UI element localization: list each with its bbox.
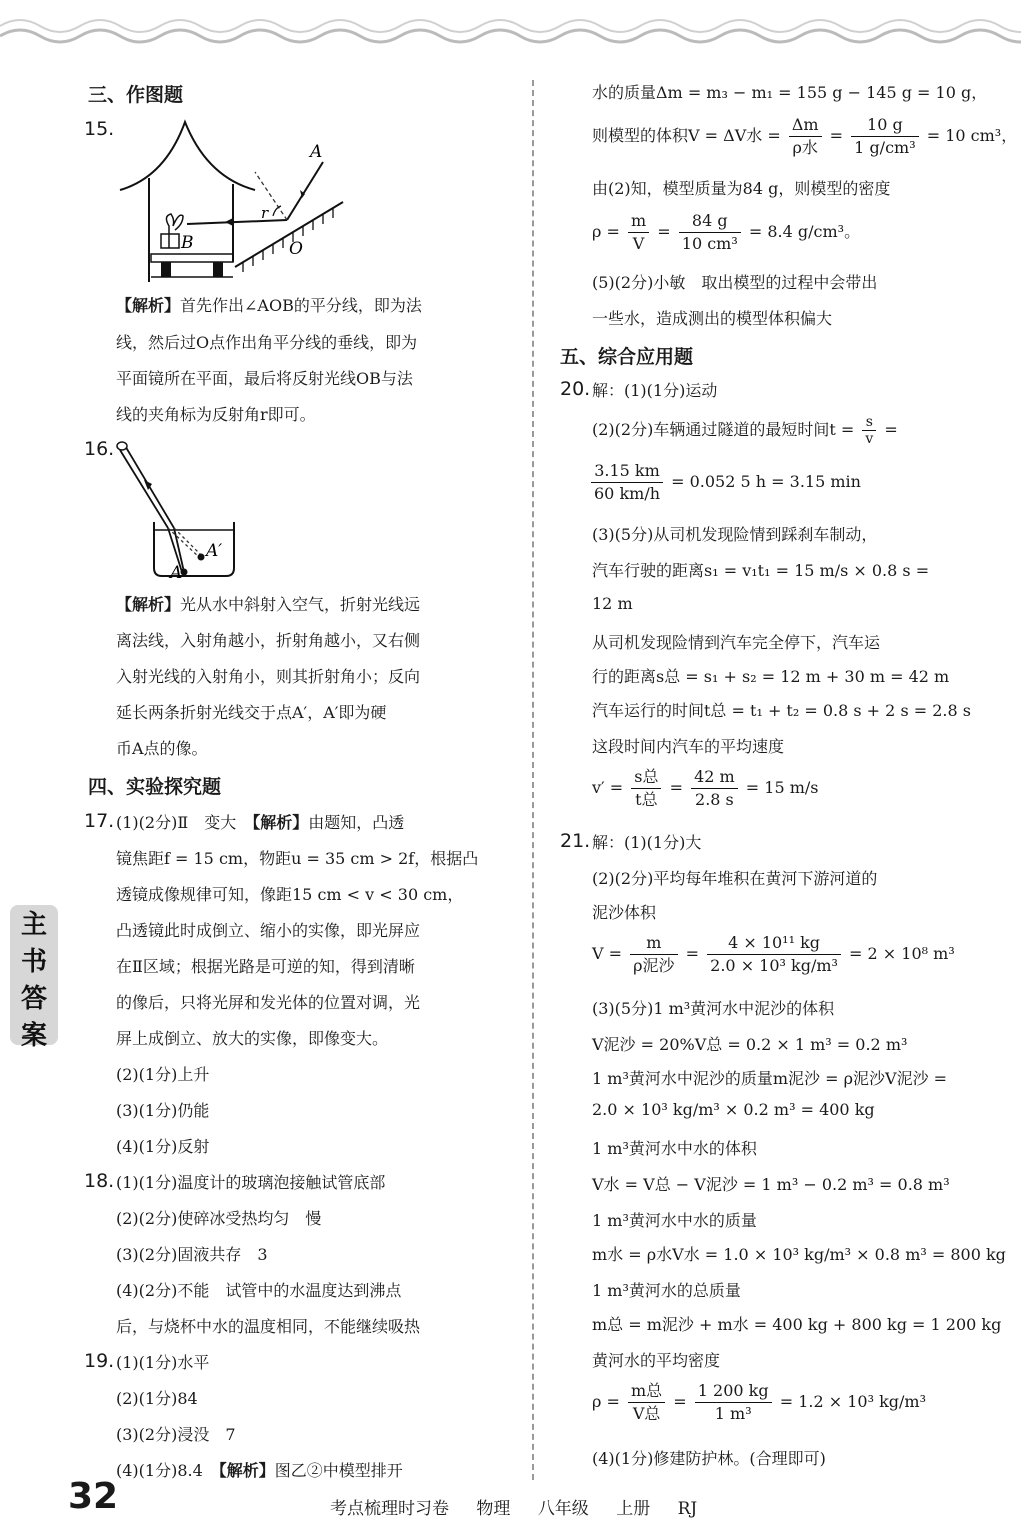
q20-answer-3c: 12 m bbox=[592, 594, 633, 613]
q17-text-5: 在Ⅱ区域；根据光路是可逆的知，得到清晰 bbox=[116, 957, 415, 976]
equals-sign: = bbox=[669, 778, 683, 797]
q16-jiexi: 【解析】 bbox=[116, 595, 181, 614]
q19-answer-3: (3)(2分)浸没 7 bbox=[116, 1425, 236, 1444]
q20-answer-3b: 汽车行驶的距离s₁ = v₁t₁ = 15 m/s × 0.8 s = bbox=[592, 561, 930, 580]
q19-cont-3: 由(2)知，模型质量为84 g，则模型的密度 bbox=[592, 179, 891, 198]
footer-edition: RJ bbox=[677, 1499, 698, 1519]
q16-text-2: 离法线，入射角越小，折射角越小，又右侧 bbox=[116, 631, 421, 650]
q21-answer-3: (3)(5分)1 m³黄河水中泥沙的体积 bbox=[592, 999, 835, 1018]
q18-answer-2: (2)(2分)使碎冰受热均匀 慢 bbox=[116, 1209, 322, 1228]
section-5-heading: 五、综合应用题 bbox=[560, 346, 694, 368]
q15-text-4: 线的夹角标为反射角r即可。 bbox=[116, 405, 316, 424]
q18-answer-4b: 后，与烧杯中水的温度相同，不能继续吸热 bbox=[116, 1317, 421, 1336]
section-4-heading: 四、实验探究题 bbox=[88, 776, 222, 798]
equals-sign: = bbox=[685, 944, 700, 963]
q19-number: 19. bbox=[84, 1350, 115, 1372]
q20-answer-3f: 汽车运行的时间t总 = t₁ + t₂ = 0.8 s + 2 s = 2.8 s bbox=[592, 701, 971, 720]
q20-answer-1: 解：(1)(1分)运动 bbox=[592, 381, 718, 400]
q19-cont-2a: 则模型的体积V = ΔV水 = bbox=[592, 126, 781, 145]
q16-text-4: 延长两条折射光线交于点A′，A′即为硬 bbox=[116, 703, 387, 722]
q19-cont-1: 水的质量Δm = m₃ − m₁ = 155 g − 145 g = 10 g， bbox=[592, 83, 988, 102]
q19-text-4: 图乙②中模型排开 bbox=[274, 1461, 403, 1480]
q17-text-7: 屏上成倒立、放大的实像，即像变大。 bbox=[116, 1029, 389, 1048]
q21-answer-3l: ρ = bbox=[592, 1392, 620, 1411]
side-tab bbox=[10, 905, 58, 1051]
q15-label-B: B bbox=[181, 233, 194, 253]
q19-answer-5: (5)(2分)小敏 取出模型的过程中会带出 bbox=[592, 273, 878, 292]
fraction-km-kmh: $\frac{3.15 km}{60 km/h}$ bbox=[591, 460, 663, 505]
q15-label-O: O bbox=[289, 239, 303, 259]
q20-answer-3: (3)(5分)从司机发现险情到踩刹车制动， bbox=[592, 525, 878, 544]
q21-number: 21. bbox=[560, 830, 591, 852]
page-number: 32 bbox=[68, 1476, 119, 1517]
q21-answer-3h: m水 = ρ水V水 = 1.0 × 10³ kg/m³ × 0.8 m³ = 800 kg bbox=[592, 1245, 1006, 1264]
equals-sign: = bbox=[657, 222, 671, 241]
fraction-84g: $\frac{84 g}{\text{10 cm³}}$ bbox=[679, 210, 741, 255]
fraction-s-v: $\frac{s}{v}$ bbox=[862, 414, 876, 447]
q15-text-3: 平面镜所在平面，最后将反射光线OB与法 bbox=[116, 369, 413, 388]
q21-answer-3d: 2.0 × 10³ kg/m³ × 0.2 m³ = 400 kg bbox=[592, 1100, 875, 1119]
fraction-dm-rho: $\frac{\Delta m}{\text{ρ水}}$ bbox=[789, 114, 822, 159]
footer-volume: 上册 bbox=[616, 1499, 651, 1519]
q18-answer-1: (1)(1分)温度计的玻璃泡接触试管底部 bbox=[116, 1173, 386, 1192]
q16-label-A-prime: A′ bbox=[206, 541, 223, 561]
q16-label-A: A bbox=[170, 563, 183, 582]
q17-answer-4: (4)(1分)反射 bbox=[116, 1137, 210, 1156]
q17-answer-1: (1)(2分)Ⅱ 变大 bbox=[116, 813, 253, 832]
q17-text-4: 凸透镜此时成倒立、缩小的实像，即光屏应 bbox=[116, 921, 421, 940]
q16-text-1: 光从水中斜射入空气，折射光线远 bbox=[180, 595, 421, 614]
q15-label-A: A bbox=[310, 142, 323, 162]
fraction-1200kg: $\frac{1 200 kg}{\text{1 m³}}$ bbox=[695, 1380, 772, 1425]
q21-answer-2d: = 2 × 10⁸ m³ bbox=[849, 944, 955, 963]
q21-answer-3b: V泥沙 = 20%V总 = 0.2 × 1 m³ = 0.2 m³ bbox=[592, 1035, 908, 1054]
q18-number: 18. bbox=[84, 1170, 115, 1192]
q21-answer-2b: 泥沙体积 bbox=[592, 903, 657, 922]
q15-text-1: 首先作出∠AOB的平分线，即为法 bbox=[180, 296, 422, 315]
q16-text-3: 入射光线的入射角小，则其折射角小；反向 bbox=[116, 667, 421, 686]
q21-answer-3e: 1 m³黄河水中水的体积 bbox=[592, 1139, 757, 1158]
q17-jiexi: 【解析】 bbox=[252, 813, 309, 832]
q19-cont-4a: ρ = bbox=[592, 222, 620, 241]
top-wave-border bbox=[0, 0, 1021, 50]
q19-answer-1: (1)(1分)水平 bbox=[116, 1353, 210, 1372]
footer-grade: 八年级 bbox=[537, 1499, 589, 1519]
side-tab-char: 案 bbox=[20, 1021, 47, 1051]
q20-answer-2b: = 0.052 5 h = 3.15 min bbox=[671, 472, 861, 491]
q20-answer-3e: 行的距离s总 = s₁ + s₂ = 12 m + 30 m = 42 m bbox=[592, 667, 950, 686]
q17-answer-3: (3)(1分)仍能 bbox=[116, 1101, 210, 1120]
q21-answer-2: (2)(2分)平均每年堆积在黄河下游河道的 bbox=[592, 869, 878, 888]
q15-jiexi: 【解析】 bbox=[116, 296, 181, 315]
fraction-42m: $\frac{42 m}{2.8 s}$ bbox=[691, 766, 738, 811]
q15-number: 15. bbox=[84, 118, 115, 140]
q18-answer-4a: (4)(2分)不能 试管中的水温度达到沸点 bbox=[116, 1281, 402, 1300]
q17-text-3: 透镜成像规律可知，像距15 cm < v < 30 cm， bbox=[116, 885, 464, 904]
fraction-m-v: $\frac{m}{V}$ bbox=[628, 210, 649, 255]
q20-answer-3i: = 15 m/s bbox=[745, 778, 819, 797]
q16-text-5: 币A点的像。 bbox=[116, 739, 208, 758]
q20-answer-3d: 从司机发现险情到汽车完全停下，汽车运 bbox=[592, 633, 881, 652]
footer-subject: 物理 bbox=[476, 1499, 511, 1519]
q17-text-2: 镜焦距f = 15 cm，物距u = 35 cm > 2f，根据凸 bbox=[116, 849, 479, 868]
q21-answer-3i: 1 m³黄河水的总质量 bbox=[592, 1281, 741, 1300]
side-tab-char: 答 bbox=[20, 984, 47, 1014]
q19-jiexi: 【解析】 bbox=[218, 1461, 275, 1480]
q15-label-r: r bbox=[261, 204, 269, 222]
q19-answer-4: (4)(1分)8.4 bbox=[116, 1461, 219, 1480]
q20-answer-2: (2)(2分)车辆通过隧道的最短时间t = bbox=[592, 420, 855, 439]
q19-answer-5b: 一些水，造成测出的模型体积偏大 bbox=[592, 309, 833, 328]
q19-cont-4b: = 8.4 g/cm³。 bbox=[748, 222, 861, 241]
fraction-m-v-total: $\frac{\text{m总}}{\text{V总}}$ bbox=[628, 1380, 665, 1425]
q17-text-6: 的像后，只将光屏和发光体的位置对调，光 bbox=[116, 993, 421, 1012]
equals-sign: = bbox=[884, 420, 898, 439]
q15-figure bbox=[115, 112, 355, 287]
q20-answer-3g: 这段时间内汽车的平均速度 bbox=[592, 737, 785, 756]
equals-sign: = bbox=[673, 1392, 687, 1411]
q17-number: 17. bbox=[84, 810, 115, 832]
footer-series: 考点梳理时习卷 bbox=[330, 1499, 449, 1519]
q21-answer-3k: 黄河水的平均密度 bbox=[592, 1351, 721, 1370]
q21-answer-4: (4)(1分)修建防护林。(合理即可) bbox=[592, 1449, 826, 1468]
fraction-4e11: $\frac{\text{4 × 10¹¹ kg}}{\text{2.0 × 10³ kg/m³}}$ bbox=[707, 932, 841, 977]
q21-answer-3c: 1 m³黄河水中泥沙的质量m泥沙 = ρ泥沙V泥沙 = bbox=[592, 1069, 948, 1088]
q20-number: 20. bbox=[560, 378, 591, 400]
q21-answer-3m: = 1.2 × 10³ kg/m³ bbox=[779, 1392, 926, 1411]
footer bbox=[330, 1494, 719, 1519]
q21-answer-3g: 1 m³黄河水中水的质量 bbox=[592, 1211, 757, 1230]
q21-answer-1: 解：(1)(1分)大 bbox=[592, 833, 702, 852]
q16-figure bbox=[110, 432, 240, 582]
q20-answer-3h: v′ = bbox=[592, 778, 624, 797]
q16-number: 16. bbox=[84, 438, 115, 460]
side-tab-char: 书 bbox=[20, 947, 47, 977]
section-3-heading: 三、作图题 bbox=[88, 84, 184, 106]
side-tab-char: 主 bbox=[20, 910, 47, 940]
fraction-s-t: $\frac{\text{s总}}{\text{t总}}$ bbox=[631, 766, 661, 811]
q19-cont-2b: = 10 cm³， bbox=[926, 126, 1018, 145]
q15-text-2: 线，然后过O点作出角平分线的垂线，即为 bbox=[116, 333, 418, 352]
q21-answer-2c: V = bbox=[592, 944, 623, 963]
column-divider bbox=[532, 80, 534, 1480]
fraction-10g: $\frac{10 g}{\text{1 g/cm³}}$ bbox=[851, 114, 918, 159]
q18-answer-3: (3)(2分)固液共存 3 bbox=[116, 1245, 268, 1264]
fraction-m-rho: $\frac{m}{\text{ρ泥沙}}$ bbox=[630, 932, 677, 977]
q17-text-1: 由题知，凸透 bbox=[308, 813, 405, 832]
q17-answer-2: (2)(1分)上升 bbox=[116, 1065, 210, 1084]
equals-sign: = bbox=[829, 126, 844, 145]
q21-answer-3f: V水 = V总 − V泥沙 = 1 m³ − 0.2 m³ = 0.8 m³ bbox=[592, 1175, 950, 1194]
q21-answer-3j: m总 = m泥沙 + m水 = 400 kg + 800 kg = 1 200 kg bbox=[592, 1315, 1002, 1334]
q19-answer-2: (2)(1分)84 bbox=[116, 1389, 198, 1408]
